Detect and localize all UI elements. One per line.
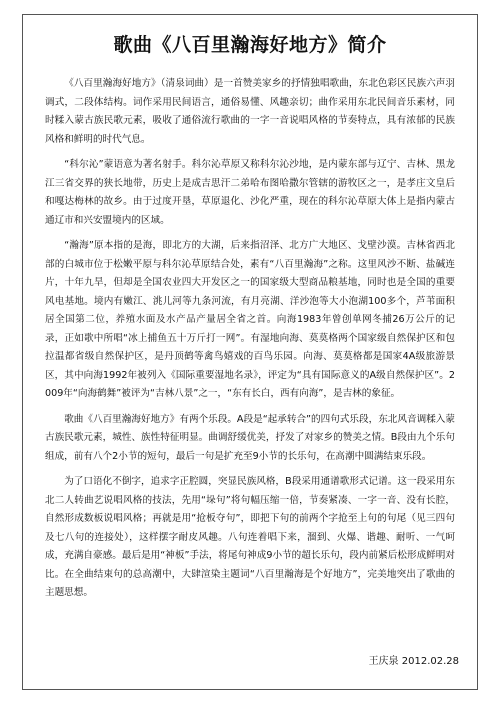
paragraph-intro: 《八百里瀚海好地方》（清泉词曲）是一首赞美家乡的抒情独唱歌曲，东北色彩区民族六声羽调式，二段体结构。词作采用民间语言，通俗易懂、风趣亲切；曲作采用东北民间音乐素材，同时糅入蒙古族民歌元素，吸收了通俗流行歌曲的一字一音说唱风格的节奏特点，具有浓郁的民族风格和鲜明的时代气息。	[45, 78, 455, 145]
paragraph-technique: 为了口语化不倒字，追求字正腔圆，突显民族风格，B段采用通谱歌形式记谱。这一段采用东北二人转曲艺说唱风格的技法，先用“垛句”将句幅压缩一倍，节奏紧凑、一字一音、没有长腔，自然形成数板说唱风格；再就是用“抢板夺句”，即把下句的前两个字抢至上句的句尾（见三四句及七八句的连接处），这样摆字耐皮风趣。八句连着唱下来，溜到、火爆、谐趣、耐听、一气呵成，充满自豪感。最后是用“神板”手法，将尾句神成9小节的超长乐句，段内前紧后松形成鲜明对比。在全曲结束句的总高潮中，大肆渲染主题词“八百里瀚海是个好地方”，完美地突出了歌曲的主题思想。	[45, 476, 455, 598]
author-signature: 王庆泉 2012.02.28	[368, 656, 459, 667]
document-title: 歌曲《八百里瀚海好地方》简介	[113, 34, 387, 56]
paragraph-horqin: “科尔沁”蒙语意为著名射手。科尔沁草原又称科尔沁沙地，是内蒙东部与辽宁、吉林、黑龙江三省交界的狭长地带，历史上是成吉思汗二弟哈布图哈撒尔管辖的游牧区之一，是孝庄文皇后和嘎达梅林的故乡。由于过度开垦，草原退化、沙化严重，现在的科尔沁草原大体上是指内蒙古通辽市和兴安盟境内的区域。	[45, 159, 455, 226]
paragraph-sections: 歌曲《八百里瀚海好地方》有两个乐段。A段是“起承转合”的四句式乐段，东北风音调糅入蒙古族民歌元素，城性、族性特征明显。曲调舒缓优美，抒发了对家乡的赞美之情。B段由九个乐句组成，前有八个2小节的短句，最后一句是扩充至9小节的长乐句，在高潮中圆满结束乐段。	[45, 413, 455, 462]
document-page	[22, 14, 478, 690]
paragraph-hanhai: “瀚海”原本指的是海，即北方的大湖，后来指沼泽、北方广大地区、戈壁沙漠。吉林省西北部的白城市位于松嫩平原与科尔沁草原结合处，素有“八百里瀚海”之称。这里风沙不断、盐碱连片，十年九旱，但却是全国农业四大开发区之一的国家级大型商品粮基地，同时也是全国的重要风电基地。境内有嫩江、洮儿河等九条河流，有月亮湖、洋沙泡等大小泡湖100多个，芦苇面积居全国第二位，养殖水面及水产品产量居全省之首。向海1983年曾创单网冬捕26万公斤的记录，正如歌中所唱“冰上捕鱼五十万斤打一网”。有湿地向海、莫莫格两个国家级自然保护区和包拉温都省级自然保护区，是丹顶鹤等禽鸟嬉戏的百鸟乐园。向海、莫莫格都是国家4A级旅游景区，其中向海1992年被列入《国际重要湿地名录》，评定为“具有国际意义的A级自然保护区”。2009年“向海鹤舞”被评为“吉林八景”之一，“东有长白，西有向海”，是吉林的象征。	[45, 240, 455, 399]
